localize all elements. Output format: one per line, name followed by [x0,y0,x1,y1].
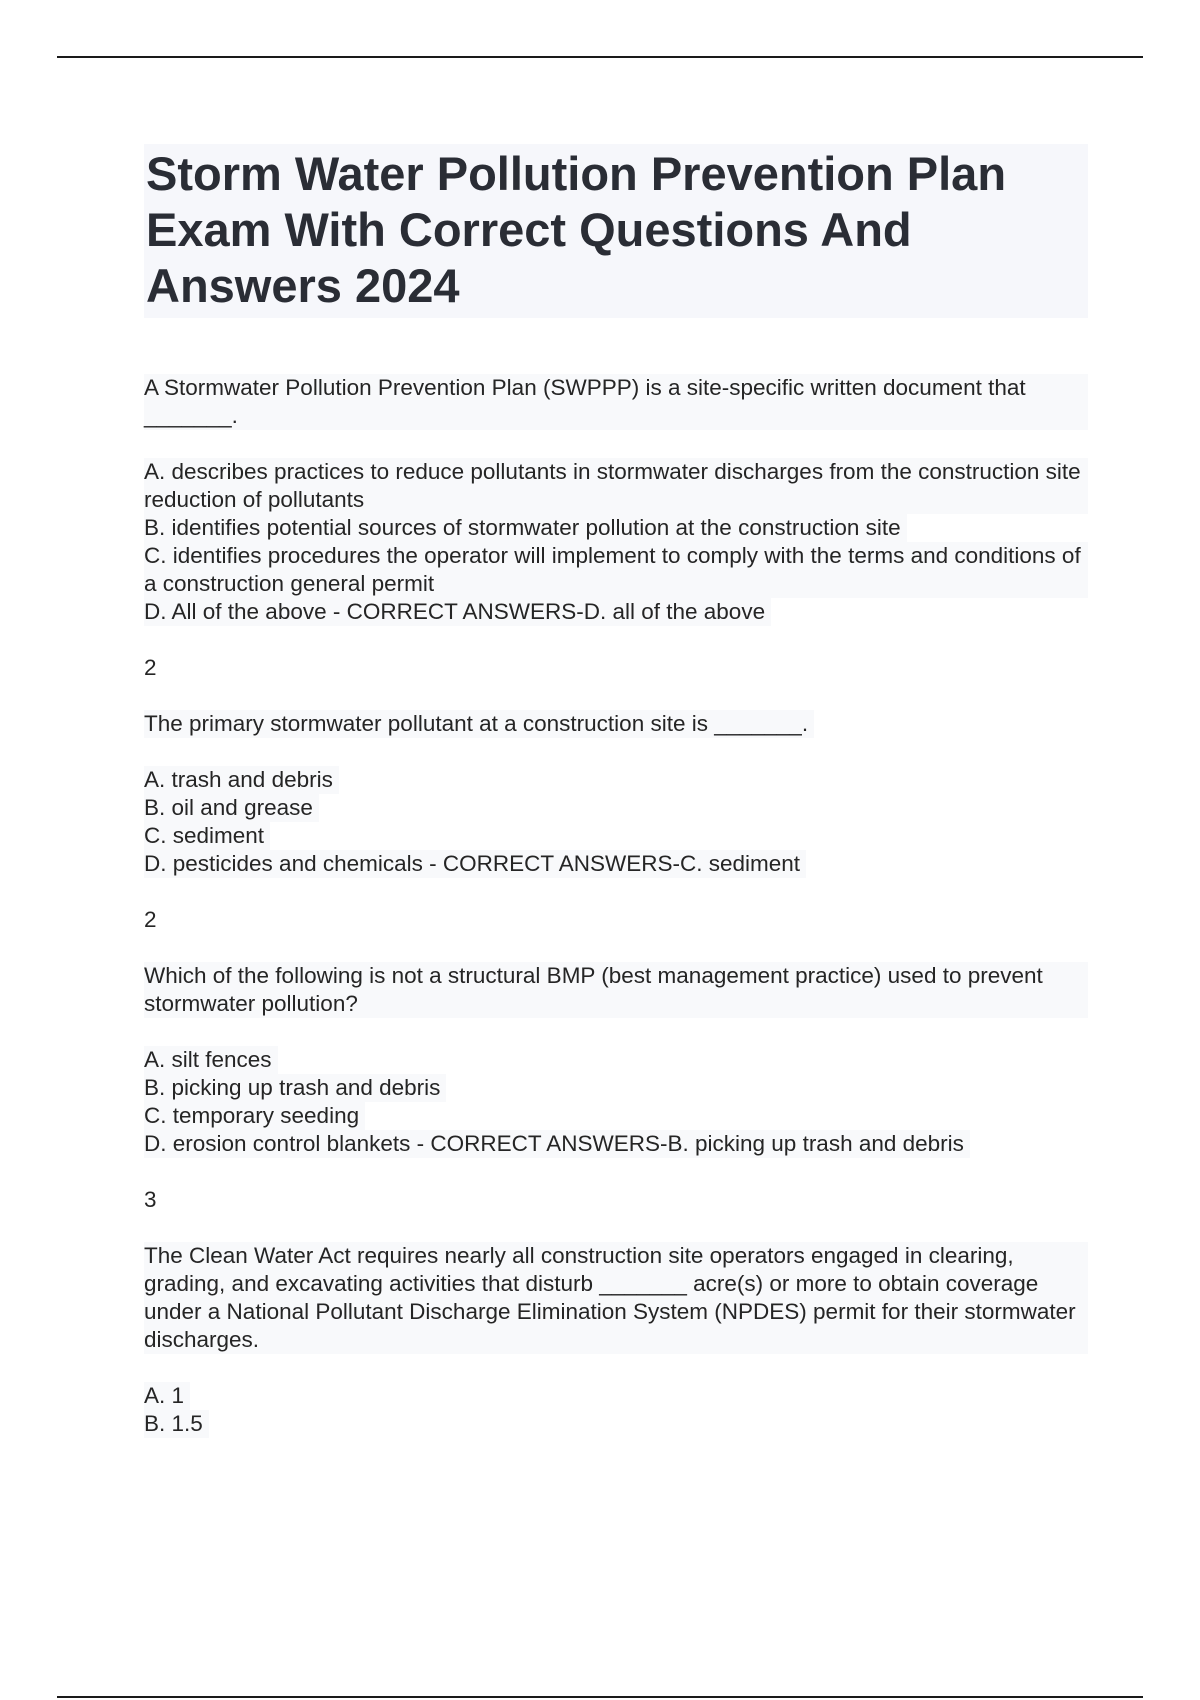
option-c: C. identifies procedures the operator will implement to comply with the terms and conditions of a construction general permit [144,543,1087,596]
document-body [144,144,1088,1466]
option-a: A. trash and debris [144,766,339,794]
title-block [144,144,1088,318]
answer-options [144,1382,1088,1438]
option-b: B. oil and grease [144,794,319,822]
option-b: B. identifies potential sources of stormwater pollution at the construction site [144,514,907,542]
question-block-2 [144,710,1088,934]
option-a: A. silt fences [144,1046,278,1074]
question-text: The primary stormwater pollutant at a construction site is _______. [144,710,814,738]
question-block-1 [144,374,1088,682]
option-c: C. sediment [144,822,270,850]
question-block-4 [144,1242,1088,1438]
option-d-with-answer: D. All of the above - CORRECT ANSWERS-D. all of the above [144,598,771,626]
question-block-3 [144,962,1088,1214]
question-points: 2 [144,907,157,932]
question-text: A Stormwater Pollution Prevention Plan (SWPPP) is a site-specific written document that _______. [144,374,1088,430]
option-b: B. picking up trash and debris [144,1074,446,1102]
header-rule [57,56,1143,58]
answer-options [144,766,1088,878]
option-a: A. 1 [144,1382,190,1410]
option-c: C. temporary seeding [144,1102,365,1130]
question-text: The Clean Water Act requires nearly all construction site operators engaged in clearing, grading, and excavating activities that disturb _______ acre(s) or more to obtain coverage under a National Pollutant Discharge Elimination System (NPDES) permit for their stormwater discharges. [144,1242,1088,1354]
question-points: 2 [144,655,157,680]
question-points: 3 [144,1187,157,1212]
option-d-with-answer: D. pesticides and chemicals - CORRECT ANSWERS-C. sediment [144,850,806,878]
option-d-with-answer: D. erosion control blankets - CORRECT ANSWERS-B. picking up trash and debris [144,1130,970,1158]
option-a: A. describes practices to reduce pollutants in stormwater discharges from the construction site reduction of pollutants [144,459,1087,512]
document-title: Storm Water Pollution Prevention Plan Exam With Correct Questions And Answers 2024 [146,147,1007,312]
answer-options [144,1046,1088,1158]
answer-options [144,458,1088,626]
option-b: B. 1.5 [144,1410,209,1438]
footer-rule [57,1696,1143,1698]
question-text: Which of the following is not a structural BMP (best management practice) used to prevent stormwater pollution? [144,962,1088,1018]
